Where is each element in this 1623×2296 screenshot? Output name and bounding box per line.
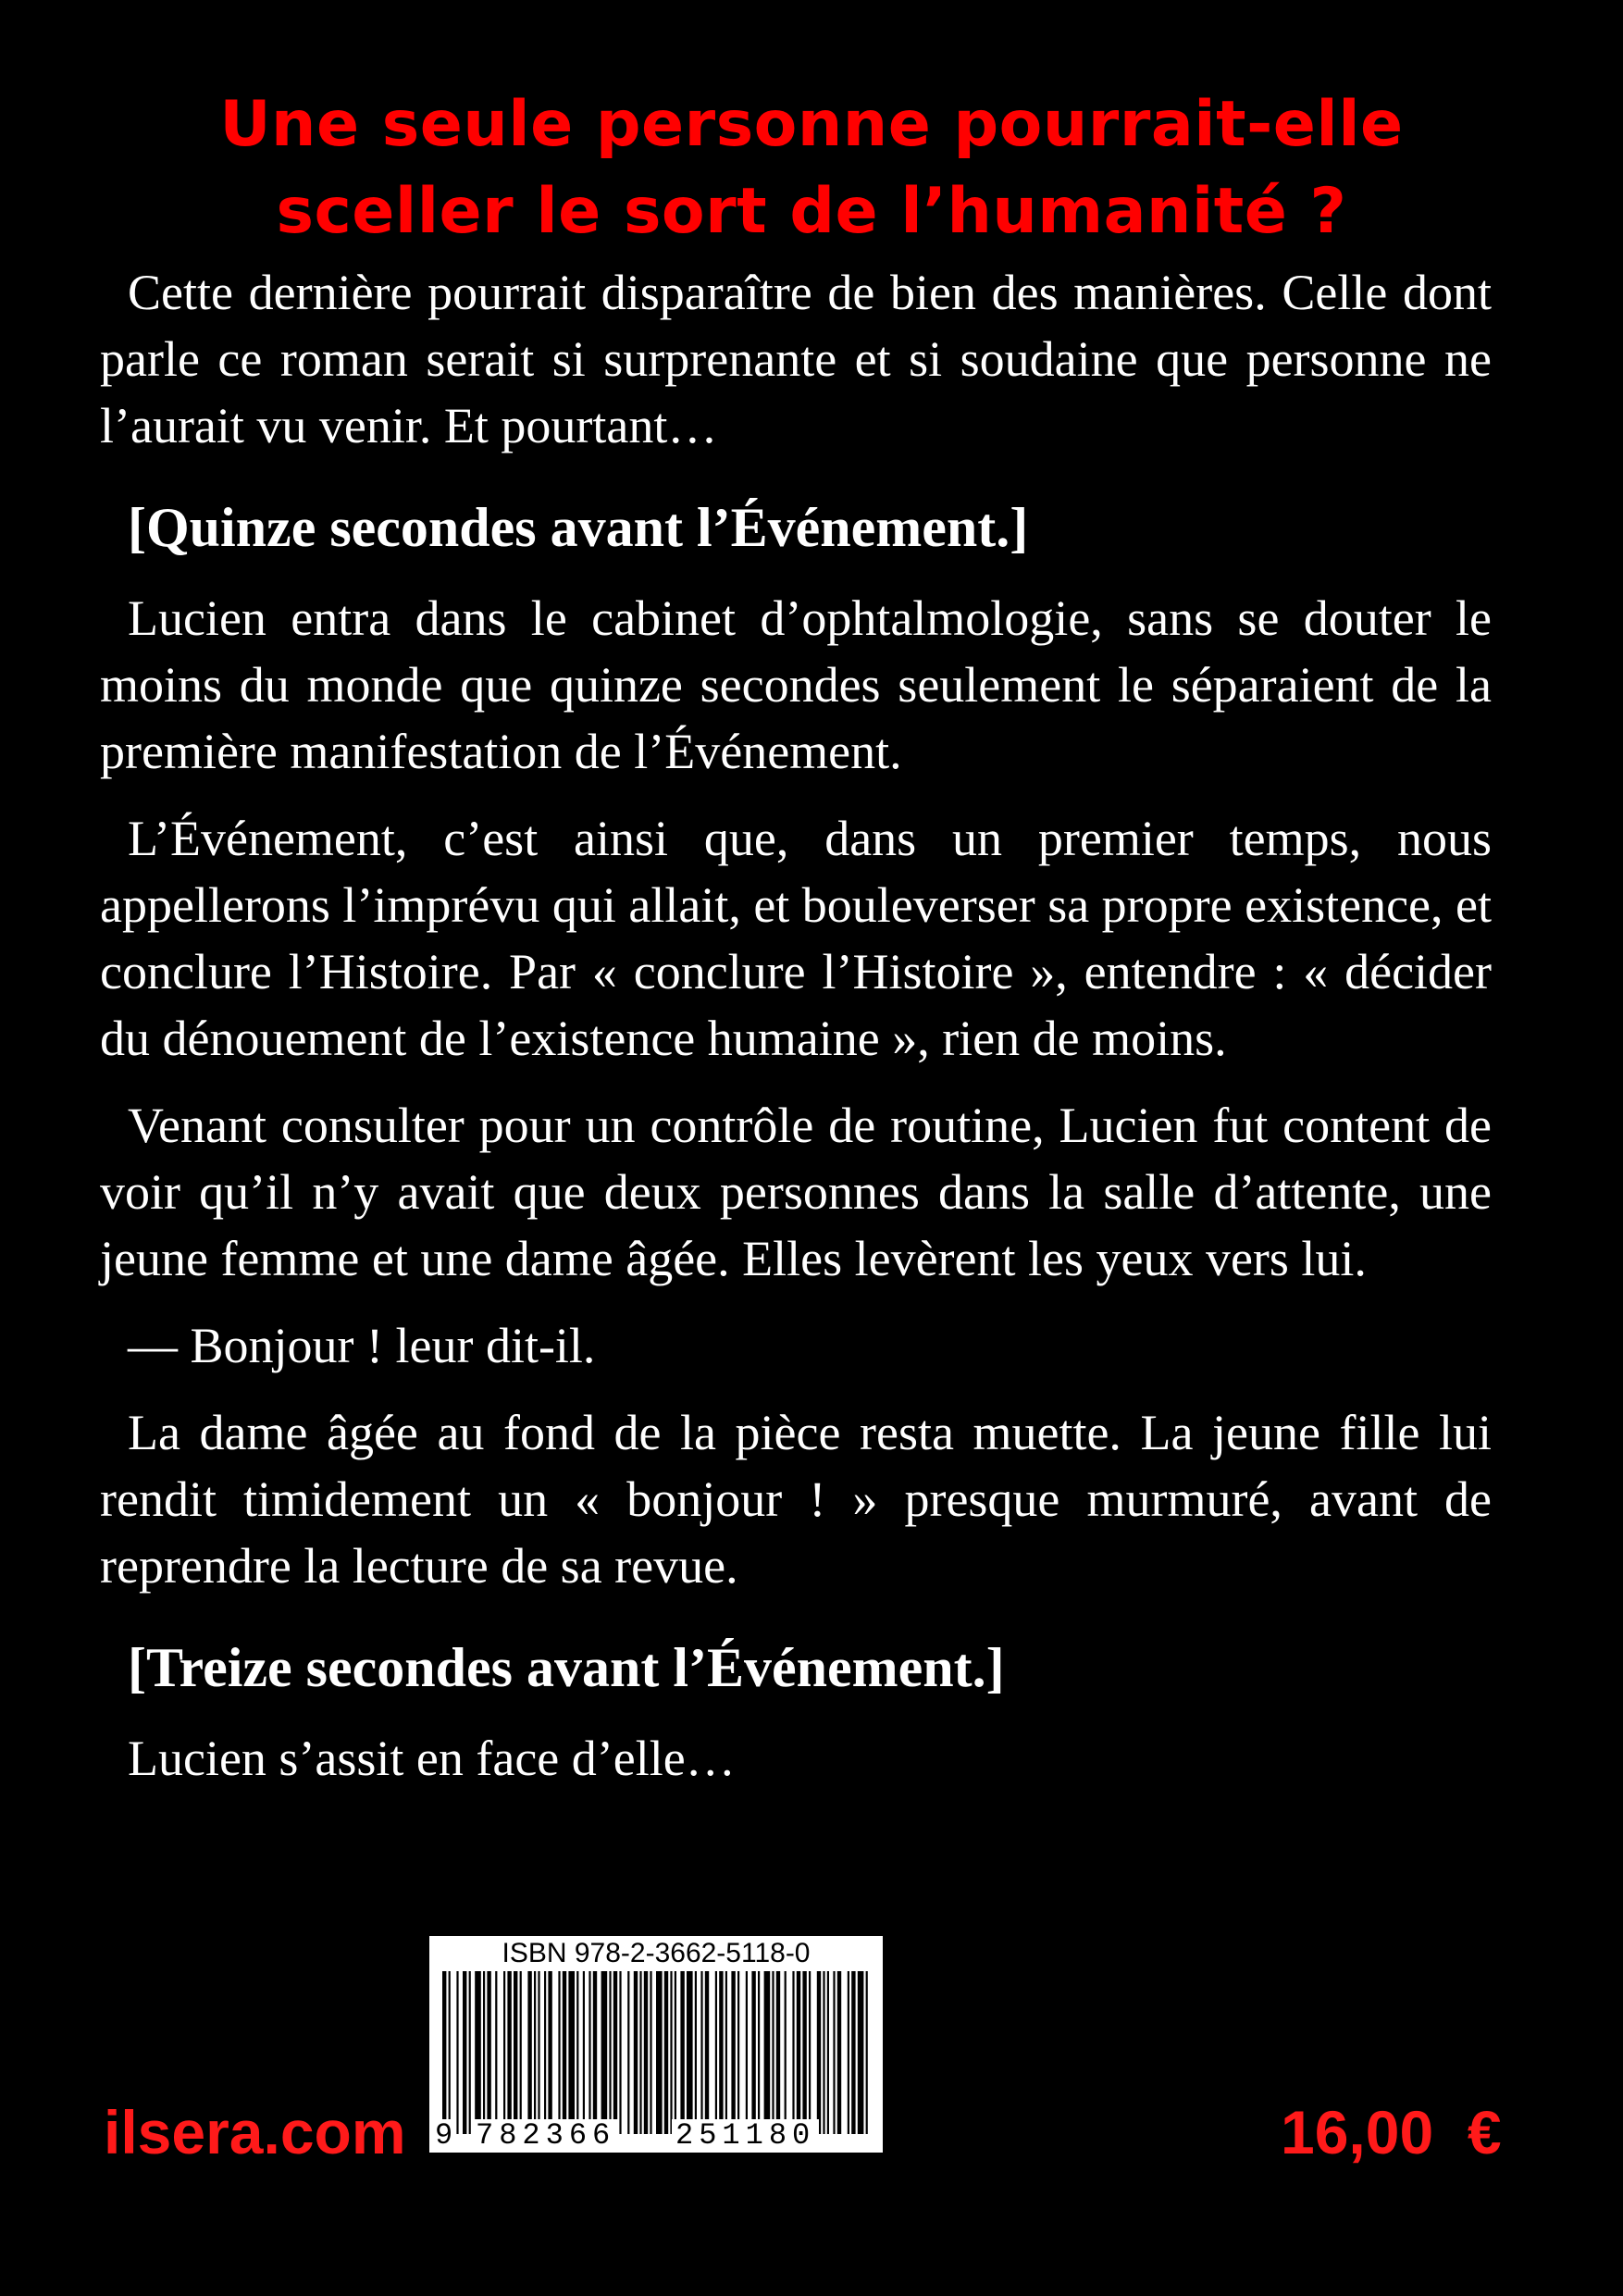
barcode-bar (558, 1971, 560, 2134)
paragraph: Venant consulter pour un contrôle de routine, Lucien fut content de voir qu’il n’y avait que deux personnes dans la salle d’attente, une jeune femme et une dame âgée. Elles levèrent les yeux vers lui. (100, 1098, 1492, 1286)
barcode-bar (456, 1971, 458, 2134)
barcode-bar (725, 1971, 727, 2134)
intro-paragraph: Cette dernière pourrait disparaître de bien des manières. Celle dont parle ce roman serait si surprenante et si soudaine que personne ne l’aurait vu venir. Et pourtant… (100, 265, 1492, 453)
barcode-digits (429, 2119, 883, 2153)
barcode-bar (670, 1971, 672, 2134)
barcode-bar (576, 1971, 578, 2134)
barcode-bar (650, 1971, 651, 2134)
barcode-bar (827, 1971, 829, 2134)
barcode-bar (719, 1971, 723, 2134)
tagline-line-2: sceller le sort de l’humanité ? (276, 175, 1347, 248)
barcode-bar (619, 1971, 621, 2134)
paragraph: Lucien s’assit en face d’elle… (128, 1731, 736, 1786)
barcode-bar (731, 1971, 735, 2134)
barcode-bar (837, 1971, 841, 2134)
barcode-bar (527, 1971, 531, 2134)
barcode-bar (758, 1971, 760, 2134)
barcode-bar (588, 1971, 590, 2134)
barcode-bar (593, 1971, 597, 2134)
barcode-bar (613, 1971, 617, 2134)
paragraph: Lucien entra dans le cabinet d’ophtalmologie, sans se douter le moins du monde que quinze secondes seulement le séparaient de la première manifestation de l’Événement. (100, 590, 1492, 779)
barcode-bar (751, 1971, 755, 2134)
barcode-digits-right: 251180 (672, 2119, 819, 2153)
barcode-bar (764, 1971, 771, 2134)
section-heading-2: [Treize secondes avant l’Événement.] (128, 1637, 1005, 1698)
barcode-bar (627, 1971, 629, 2134)
barcode-bar (449, 1971, 451, 2134)
barcode-bar (538, 1971, 539, 2134)
barcode-bar (833, 1971, 835, 2134)
barcode-bar (609, 1971, 611, 2134)
barcode-bar (776, 1971, 780, 2134)
barcode-bar (675, 1971, 676, 2134)
price: 16,00 € (1281, 2098, 1502, 2166)
dialogue-line: — Bonjour ! leur dit-il. (128, 1318, 596, 1373)
barcode-bar (563, 1971, 566, 2134)
barcode-bar (644, 1971, 648, 2134)
barcode-bar (503, 1971, 505, 2134)
barcode-bar (520, 1971, 522, 2134)
barcode-bar (487, 1971, 490, 2134)
barcode-bar (495, 1971, 497, 2134)
barcode-bar (548, 1971, 551, 2134)
barcode-bar (695, 1971, 697, 2134)
barcode-bar (848, 1971, 849, 2134)
barcode-bar (469, 1971, 471, 2134)
barcode-bar (639, 1971, 641, 2134)
barcode-bar (797, 1971, 800, 2134)
barcode-bar (866, 1971, 868, 2134)
blurb-text (100, 259, 1492, 1812)
barcode-bars (429, 1971, 883, 2134)
barcode-bar (583, 1971, 585, 2134)
barcode-bar (792, 1971, 794, 2134)
section-heading-1: [Quinze secondes avant l’Événement.] (128, 497, 1029, 558)
barcode-bar (705, 1971, 709, 2134)
barcode-bar (746, 1971, 748, 2134)
barcode-bar (715, 1971, 717, 2134)
barcode-bar (680, 1971, 684, 2134)
barcode-bar (442, 1971, 446, 2134)
barcode-bar (656, 1971, 663, 2134)
barcode-bar (544, 1971, 546, 2134)
barcode-bar (475, 1971, 481, 2134)
barcode-digit-first: 9 (431, 2119, 456, 2153)
tagline (0, 81, 1623, 255)
barcode-bar (785, 1971, 787, 2134)
barcode-bar (700, 1971, 702, 2134)
publisher-website: ilsera.com (104, 2098, 406, 2166)
barcode-bar (463, 1971, 466, 2134)
paragraph: La dame âgée au fond de la pièce resta muette. La jeune fille lui rendit timidement un « bonjour ! » presque murmuré, avant de reprendre la lecture de sa revue. (100, 1405, 1492, 1594)
barcode-bar (858, 1971, 864, 2134)
paragraph: L’Événement, c’est ainsi que, dans un premier temps, nous appellerons l’imprévu qui allait, et bouleverser sa propre existence, et conclure l’Histoire. Par « conclure l’Histoire », entendre : « décider du dénouement de l’existence humaine », rien de moins. (100, 811, 1492, 1066)
barcode-bar (664, 1971, 668, 2134)
barcode-bar (772, 1971, 774, 2134)
barcode-bar (568, 1971, 575, 2134)
barcode-bar (737, 1971, 739, 2134)
isbn-barcode (429, 1936, 883, 2153)
isbn-label: ISBN 978-2-3662-5118-0 (502, 1938, 811, 1968)
barcode-bar (514, 1971, 517, 2134)
barcode-bar (817, 1971, 821, 2134)
barcode-bar (507, 1971, 511, 2134)
barcode-digits-left: 782366 (472, 2119, 619, 2153)
tagline-line-1: Une seule personne pourrait-elle (219, 88, 1404, 161)
barcode-bar (802, 1971, 806, 2134)
barcode-bar (634, 1971, 638, 2134)
barcode-bar (483, 1971, 485, 2134)
barcode-bar (851, 1971, 855, 2134)
barcode-bar (601, 1971, 608, 2134)
barcode-bar (687, 1971, 693, 2134)
barcode-bar (809, 1971, 811, 2134)
barcode-bar (534, 1971, 536, 2134)
barcode-bar (823, 1971, 824, 2134)
